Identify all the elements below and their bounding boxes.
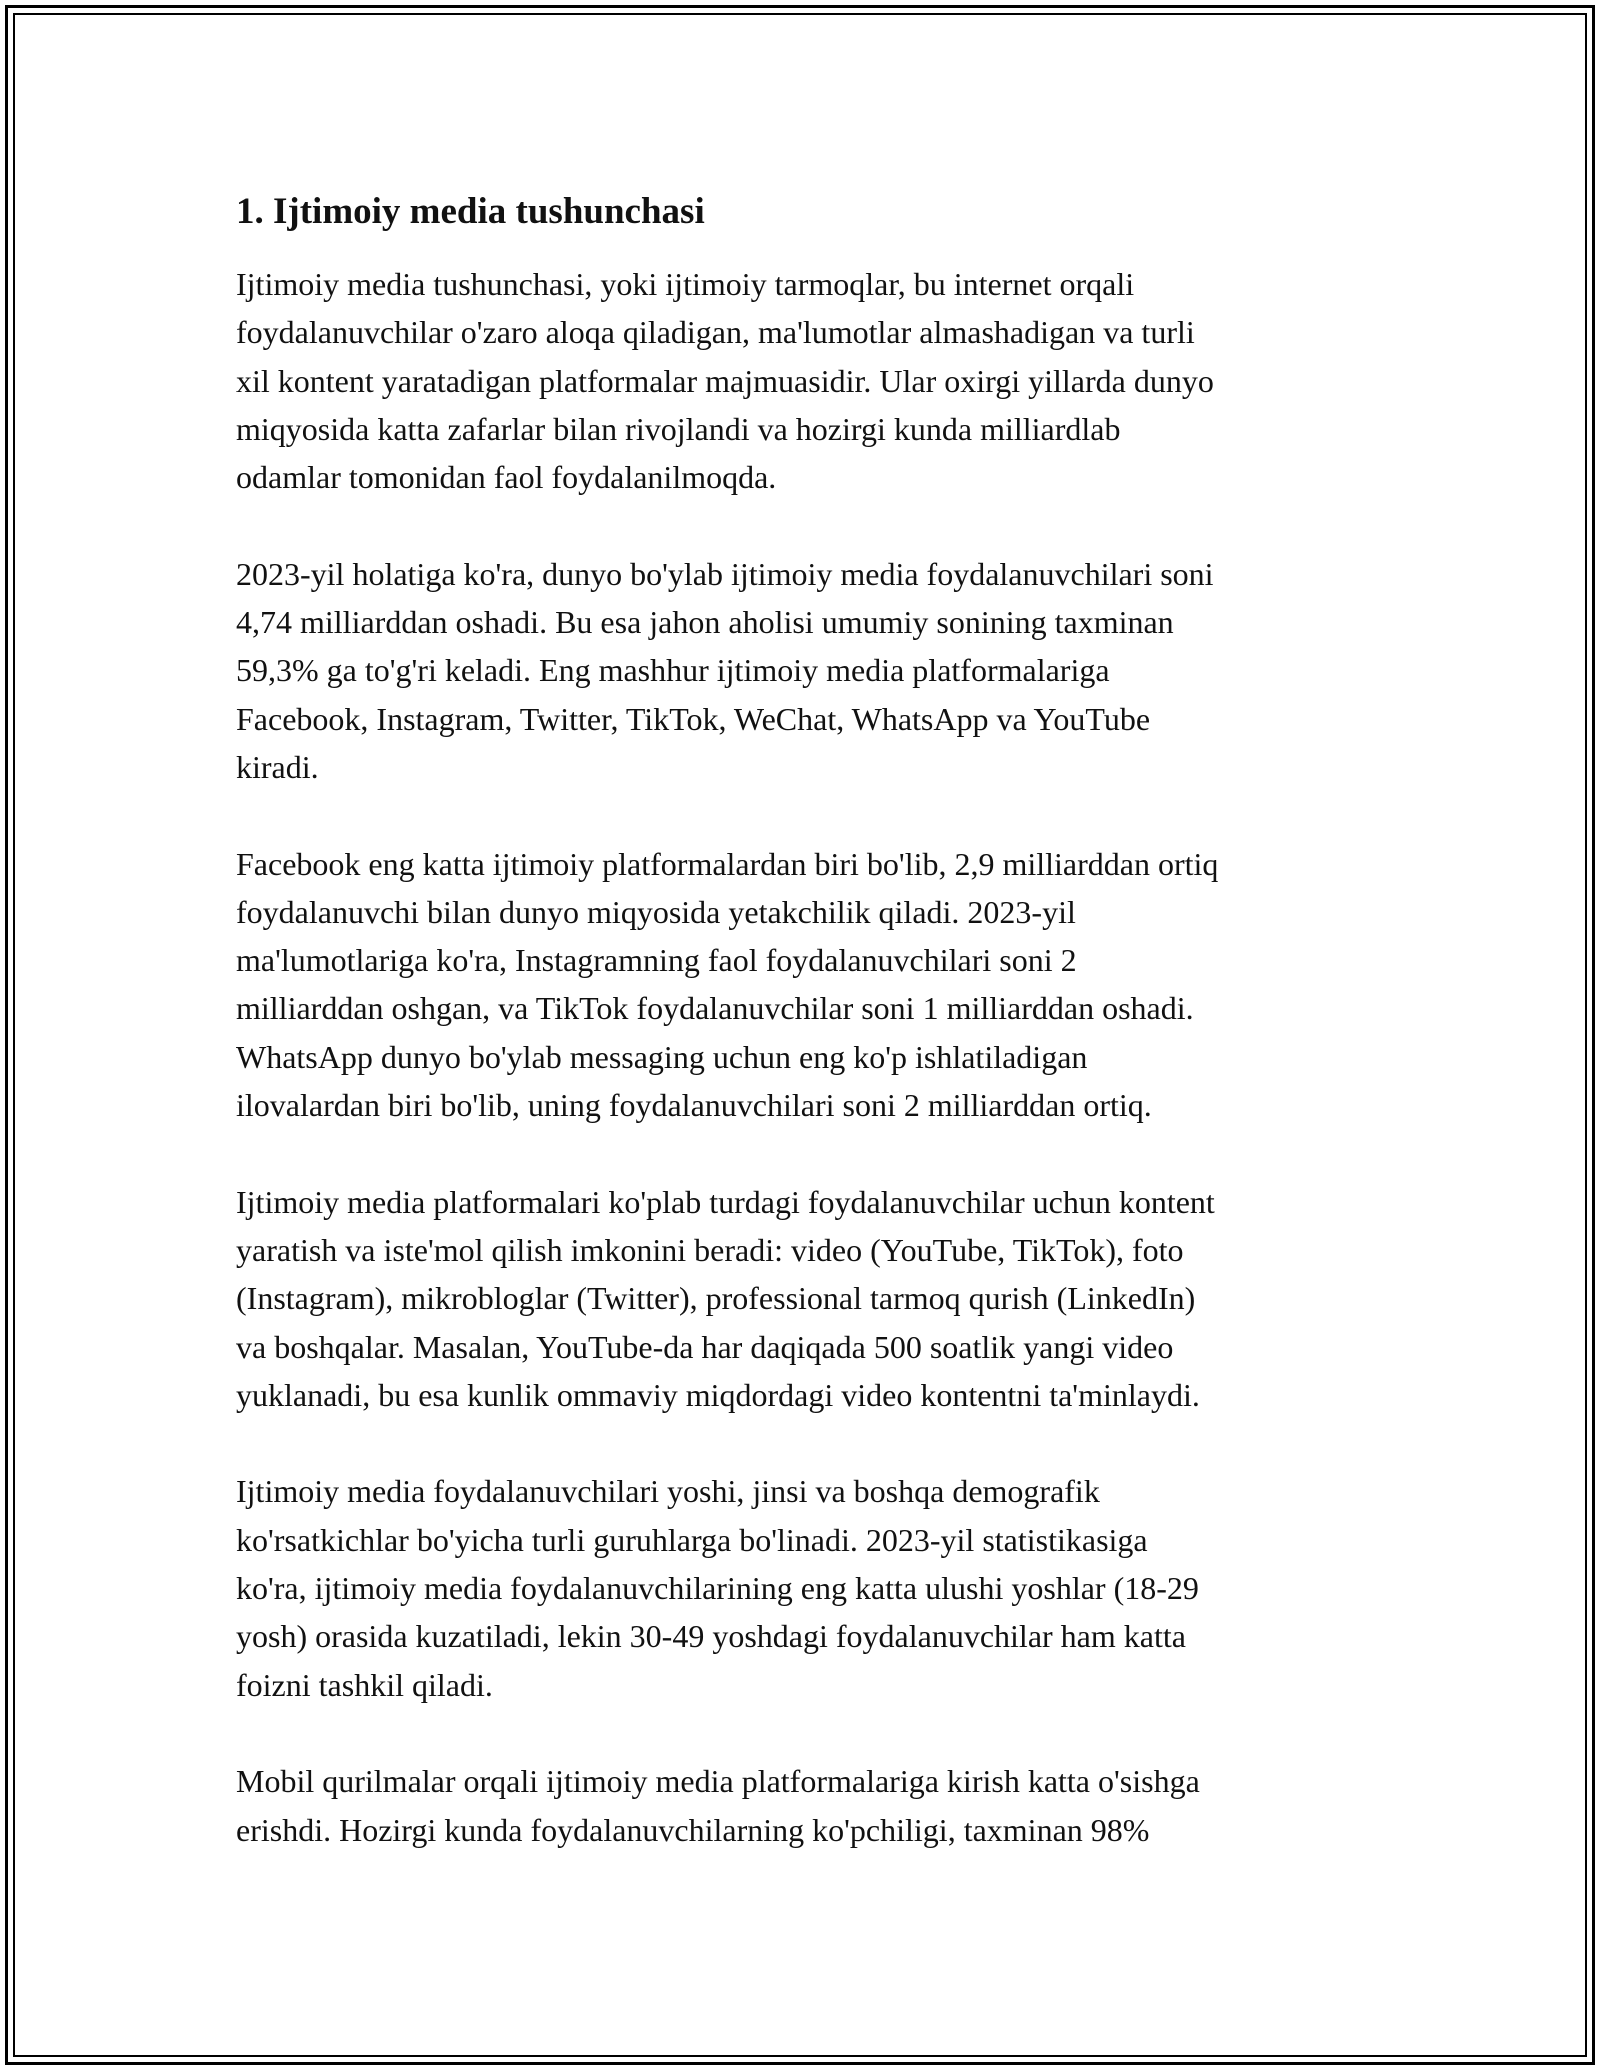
text-line: foydalanuvchilar o'zaro aloqa qiladigan, ma'lumotlar almashadigan va turli xyxy=(236,314,1195,351)
text-line: WhatsApp dunyo bo'ylab messaging uchun eng ko'p ishlatiladigan xyxy=(236,1038,1088,1075)
text-line: ko'ra, ijtimoiy media foydalanuvchilarining eng katta ulushi yoshlar (18-29 xyxy=(236,1570,1199,1607)
text-line: yuklanadi, bu esa kunlik ommaviy miqdordagi video kontentni ta'minlaydi. xyxy=(236,1376,1200,1413)
paragraph-4 xyxy=(236,1178,1366,1419)
text-line: (Instagram), mikrobloglar (Twitter), professional tarmoq qurish (LinkedIn) xyxy=(236,1280,1196,1317)
text-line: ma'lumotlariga ko'ra, Instagramning faol foydalanuvchilari soni 2 xyxy=(236,942,1077,979)
text-line: miqyosida katta zafarlar bilan rivojlandi va hozirgi kunda milliardlab xyxy=(236,410,1121,447)
paragraph-2 xyxy=(236,550,1366,791)
text-line: erishdi. Hozirgi kunda foydalanuvchilarning ko'pchiligi, taxminan 98% xyxy=(236,1811,1150,1848)
text-line: Ijtimoiy media tushunchasi, yoki ijtimoiy tarmoqlar, bu internet orqali xyxy=(236,266,1135,302)
text-line: 4,74 milliarddan oshadi. Bu esa jahon aholisi umumiy sonining taxminan xyxy=(236,604,1174,641)
text-line: 59,3% ga to'g'ri keladi. Eng mashhur ijtimoiy media platformalariga xyxy=(236,652,1110,689)
text-line: Ijtimoiy media platformalari ko'plab turdagi foydalanuvchilar uchun kontent xyxy=(236,1183,1215,1220)
text-line: Mobil qurilmalar orqali ijtimoiy media platformalariga kirish katta o'sishga xyxy=(236,1763,1200,1800)
text-line: foydalanuvchi bilan dunyo miqyosida yetakchilik qiladi. 2023-yil xyxy=(236,893,1076,930)
text-line: yosh) orasida kuzatiladi, lekin 30-49 yoshdagi foydalanuvchilar ham katta xyxy=(236,1618,1186,1655)
text-line: 2023-yil holatiga ko'ra, dunyo bo'ylab ijtimoiy media foydalanuvchilari soni xyxy=(236,555,1214,592)
section-heading: 1. Ijtimoiy media tushunchasi xyxy=(236,191,705,232)
text-line: Facebook, Instagram, Twitter, TikTok, WeChat, WhatsApp va YouTube xyxy=(236,700,1151,737)
text-line: Ijtimoiy media foydalanuvchilari yoshi, jinsi va boshqa demografik xyxy=(236,1473,1100,1510)
text-line: xil kontent yaratadigan platformalar majmuasidir. Ular oxirgi yillarda dunyo xyxy=(236,362,1214,399)
text-line: odamlar tomonidan faol foydalanilmoqda. xyxy=(236,459,777,496)
text-line: Facebook eng katta ijtimoiy platformalardan biri bo'lib, 2,9 milliarddan ortiq xyxy=(236,845,1219,882)
text-line: foizni tashkil qiladi. xyxy=(236,1666,493,1703)
text-line: ilovalardan biri bo'lib, uning foydalanuvchilari soni 2 milliarddan ortiq. xyxy=(236,1087,1152,1124)
text-line: yaratish va iste'mol qilish imkonini beradi: video (YouTube, TikTok), foto xyxy=(236,1231,1184,1268)
document-content xyxy=(236,188,1366,1902)
text-line: kiradi. xyxy=(236,748,319,785)
text-line: ko'rsatkichlar bo'yicha turli guruhlarga bo'linadi. 2023-yil statistikasiga xyxy=(236,1521,1148,1558)
text-line: milliarddan oshgan, va TikTok foydalanuvchilar soni 1 milliarddan oshadi. xyxy=(236,990,1194,1027)
text-line: va boshqalar. Masalan, YouTube-da har daqiqada 500 soatlik yangi video xyxy=(236,1328,1174,1365)
paragraph-5 xyxy=(236,1467,1366,1708)
paragraph-3 xyxy=(236,840,1366,1130)
paragraph-6 xyxy=(236,1757,1366,1854)
paragraph-1 xyxy=(236,260,1366,501)
